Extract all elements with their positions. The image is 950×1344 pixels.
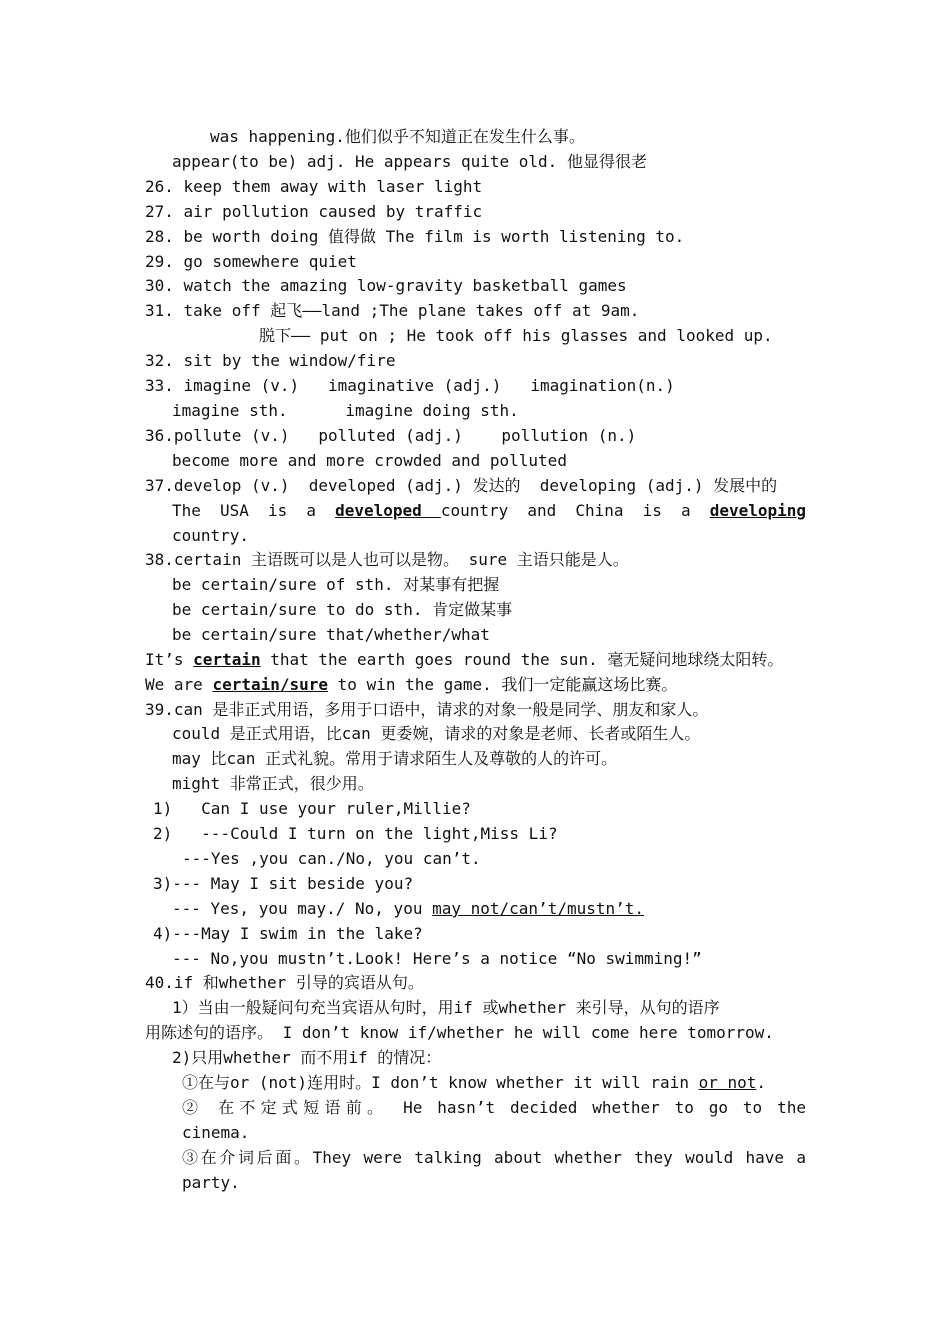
text-line: ③在介词后面。They were talking about whether they would have a <box>182 1148 806 1167</box>
text-span: country and China is a <box>440 501 691 520</box>
text-line: 28. be worth doing 值得做 The film is worth listening to. <box>145 227 685 246</box>
text-line: 37.develop (v.) developed (adj.) 发达的 developing (adj.) 发展中的 <box>145 476 778 495</box>
text-line: be certain/sure that/whether/what <box>172 625 490 644</box>
text-span: to win the game. 我们一定能赢这场比赛。 <box>328 675 678 694</box>
text-line: country. <box>172 526 250 545</box>
text-line: 27. air pollution caused by traffic <box>145 202 483 221</box>
text-line: 38.certain 主语既可以是人也可以是物。 sure 主语只能是人。 <box>145 550 629 569</box>
answer-blank: may not/can’t/mustn’t. <box>432 899 645 918</box>
text-span: We are <box>145 675 213 694</box>
text-span: The USA is a <box>172 501 316 520</box>
text-line: could 是正式用语，比can 更委婉，请求的对象是老师、长者或陌生人。 <box>172 724 701 743</box>
text-line <box>145 673 677 697</box>
text-span: . <box>756 1073 767 1092</box>
text-line: ② 在不定式短语前。 He hasn’t decided whether to go to the <box>182 1098 806 1117</box>
text-line: ---Yes ,you can./No, you can’t. <box>182 849 481 868</box>
text-line <box>182 1071 766 1095</box>
text-line: 4)---May I swim in the lake? <box>153 924 423 943</box>
answer-blank: or not <box>698 1073 757 1092</box>
answer-blank: certain/sure <box>212 675 329 694</box>
text-line: be certain/sure to do sth. 肯定做某事 <box>172 600 513 619</box>
text-line: be certain/sure of sth. 对某事有把握 <box>172 575 500 594</box>
text-line: cinema. <box>182 1123 250 1142</box>
text-line <box>172 897 644 921</box>
text-line: --- No,you mustn’t.Look! Here’s a notice “No swimming!” <box>172 949 702 968</box>
text-line: 40.if 和whether 引导的宾语从句。 <box>145 973 424 992</box>
text-line: 39.can 是非正式用语，多用于口语中，请求的对象一般是同学、朋友和家人。 <box>145 700 709 719</box>
text-line: 脱下—— put on ; He took off his glasses and looked up. <box>259 326 773 345</box>
text-line: 用陈述句的语序。 I don’t know if/whether he will come here tomorrow. <box>145 1023 774 1042</box>
answer-blank: certain <box>193 650 261 669</box>
text-span: ①在与or (not)连用时。I don’t know whether it will rain <box>182 1073 699 1092</box>
text-line: appear(to be) adj. He appears quite old. 他显得很老 <box>172 152 647 171</box>
text-span: that the earth goes round the sun. 毫无疑问地球绕太阳转。 <box>260 650 784 669</box>
text-line: 2) ---Could I turn on the light,Miss Li? <box>153 824 558 843</box>
text-span: --- Yes, you may./ No, you <box>172 899 433 918</box>
text-line: 3)--- May I sit beside you? <box>153 874 414 893</box>
answer-blank: developing <box>709 501 807 520</box>
text-line: 1) Can I use your ruler,Millie? <box>153 799 471 818</box>
text-span: It’s <box>145 650 194 669</box>
text-line: 36.pollute (v.) polluted (adj.) pollution (n.) <box>145 426 637 445</box>
text-line: 30. watch the amazing low-gravity basketball games <box>145 276 627 295</box>
text-line: 33. imagine (v.) imaginative (adj.) imagination(n.) <box>145 376 675 395</box>
text-line: 1）当由一般疑问句充当宾语从句时，用if 或whether 来引导，从句的语序 <box>172 998 720 1017</box>
text-line: was happening.他们似乎不知道正在发生什么事。 <box>210 127 585 146</box>
text-line: 32. sit by the window/fire <box>145 351 396 370</box>
text-line: 26. keep them away with laser light <box>145 177 483 196</box>
text-line <box>145 648 783 672</box>
text-line: imagine sth. imagine doing sth. <box>172 401 519 420</box>
text-line <box>172 499 806 523</box>
text-line: might 非常正式，很少用。 <box>172 774 374 793</box>
text-line: party. <box>182 1173 240 1192</box>
text-line: 2)只用whether 而不用if 的情况： <box>172 1048 442 1067</box>
text-line: become more and more crowded and polluted <box>172 451 567 470</box>
text-line: 31. take off 起飞——land ;The plane takes off at 9am. <box>145 301 640 320</box>
text-line: 29. go somewhere quiet <box>145 252 357 271</box>
answer-blank: developed <box>335 501 441 520</box>
text-line: may 比can 正式礼貌。常用于请求陌生人及尊敬的人的许可。 <box>172 749 618 768</box>
